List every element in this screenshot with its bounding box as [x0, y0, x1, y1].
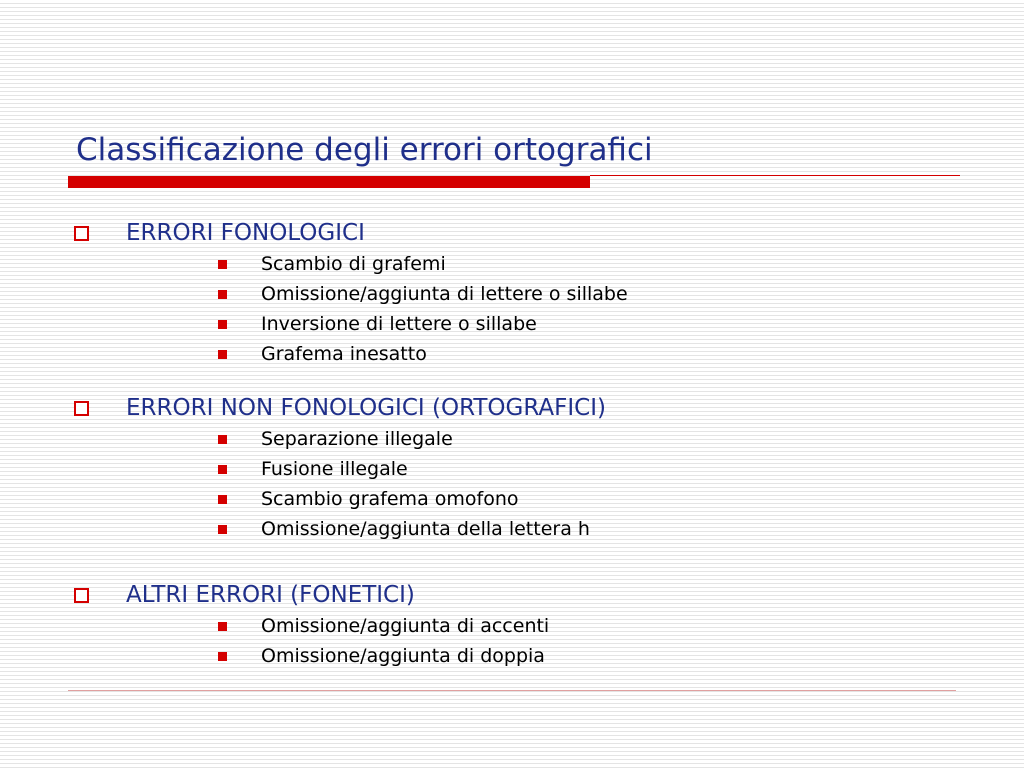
list-item — [218, 309, 628, 339]
hollow-square-icon — [74, 226, 89, 241]
list-item — [218, 454, 606, 484]
filled-square-icon — [218, 525, 227, 534]
title-underline-thick — [68, 176, 590, 188]
list-item — [218, 484, 606, 514]
list-item-label: Separazione illegale — [261, 428, 453, 450]
list-item — [218, 641, 549, 671]
footer-divider — [68, 690, 956, 691]
filled-square-icon — [218, 622, 227, 631]
filled-square-icon — [218, 652, 227, 661]
section-heading: ERRORI FONOLOGICI — [126, 220, 365, 246]
list-item-label: Omissione/aggiunta di lettere o sillabe — [261, 283, 628, 305]
list-item — [218, 249, 628, 279]
filled-square-icon — [218, 350, 227, 359]
list-item — [218, 611, 549, 641]
section-altri-errori — [72, 579, 549, 671]
list-item-label: Inversione di lettere o sillabe — [261, 313, 537, 335]
slide-title: Classificazione degli errori ortografici — [76, 132, 653, 168]
list-item-label: Fusione illegale — [261, 458, 408, 480]
section-fonologici — [72, 217, 628, 369]
sub-item-list — [72, 424, 606, 544]
list-item-label: Omissione/aggiunta di accenti — [261, 615, 550, 637]
list-item — [218, 339, 628, 369]
list-item — [218, 514, 606, 544]
filled-square-icon — [218, 495, 227, 504]
list-item-label: Omissione/aggiunta della lettera h — [261, 518, 590, 540]
list-item-label: Scambio di grafemi — [261, 253, 446, 275]
list-item-label: Omissione/aggiunta di doppia — [261, 645, 545, 667]
filled-square-icon — [218, 320, 227, 329]
filled-square-icon — [218, 435, 227, 444]
section-heading: ERRORI NON FONOLOGICI (ORTOGRAFICI) — [126, 395, 606, 421]
section-heading: ALTRI ERRORI (FONETICI) — [126, 582, 415, 608]
section-non-fonologici — [72, 392, 606, 544]
hollow-square-icon — [74, 401, 89, 416]
list-item — [218, 424, 606, 454]
sub-item-list — [72, 611, 549, 671]
list-item-label: Scambio grafema omofono — [261, 488, 519, 510]
filled-square-icon — [218, 260, 227, 269]
sub-item-list — [72, 249, 628, 369]
list-item-label: Grafema inesatto — [261, 343, 427, 365]
section-heading-row — [72, 217, 628, 249]
filled-square-icon — [218, 465, 227, 474]
title-underline-thin — [590, 175, 960, 176]
filled-square-icon — [218, 290, 227, 299]
hollow-square-icon — [74, 588, 89, 603]
list-item — [218, 279, 628, 309]
section-heading-row — [72, 579, 549, 611]
section-heading-row — [72, 392, 606, 424]
